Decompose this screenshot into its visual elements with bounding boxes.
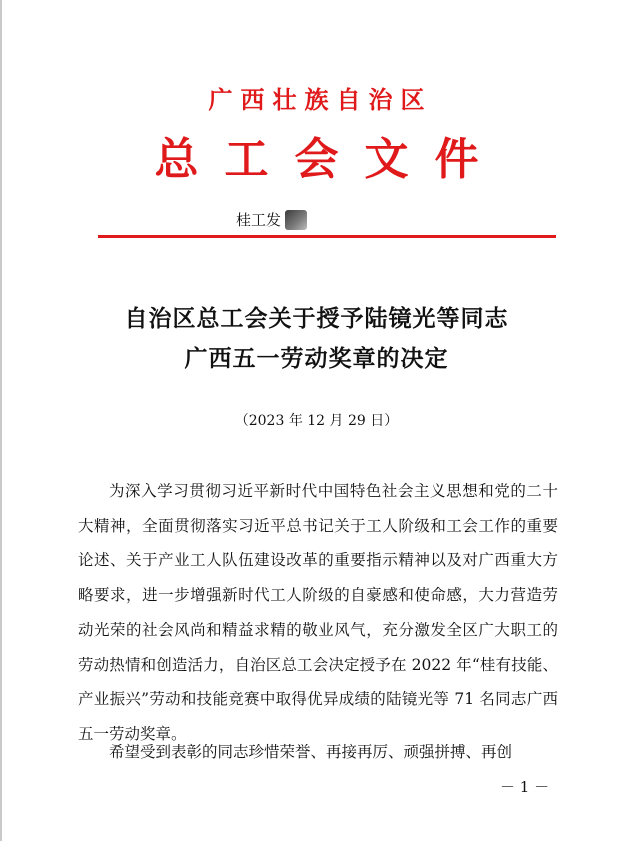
issue-date: （2023 年 12 月 29 日） (234, 413, 399, 429)
red-divider-line (98, 235, 556, 238)
decision-heading-line-1: 自治区总工会关于授予陆镜光等同志 (124, 305, 509, 332)
body-paragraph-1: 为深入学习贯彻习近平新时代中国特色社会主义思想和党的二十大精神，全面贯彻落实习近平总书记关于工人阶级和工会工作的重要论述、关于产业工人队伍建设改革的重要指示精神以及对广西重大方略要求，进一步增强新时代工人阶级的自豪感和使命感，大力营造劳动光荣的社会风尚和精益求精的敬业风气，充分激发全区广大职工的劳动热情和创造活力，自治区总工会决定授予在 2022 年“桂有技能、产业振兴”劳动和技能竞赛中取得优异成绩的陆镜光等 71 名同志广西五一劳动奖章。 (78, 482, 558, 743)
document-type-title: 总工会文件 (154, 134, 505, 185)
document-number-prefix: 桂工发 (236, 211, 282, 229)
page-number: － 1 － (500, 778, 550, 796)
body-paragraph-2: 希望受到表彰的同志珍惜荣誉、再接再厉、顽强拼搏、再创 (109, 743, 513, 761)
document-number (236, 209, 307, 230)
issuing-organization: 广西壮族自治区 (208, 85, 433, 114)
decision-heading-line-2: 广西五一劳动奖章的决定 (184, 345, 449, 372)
redacted-number-mark (285, 210, 307, 230)
